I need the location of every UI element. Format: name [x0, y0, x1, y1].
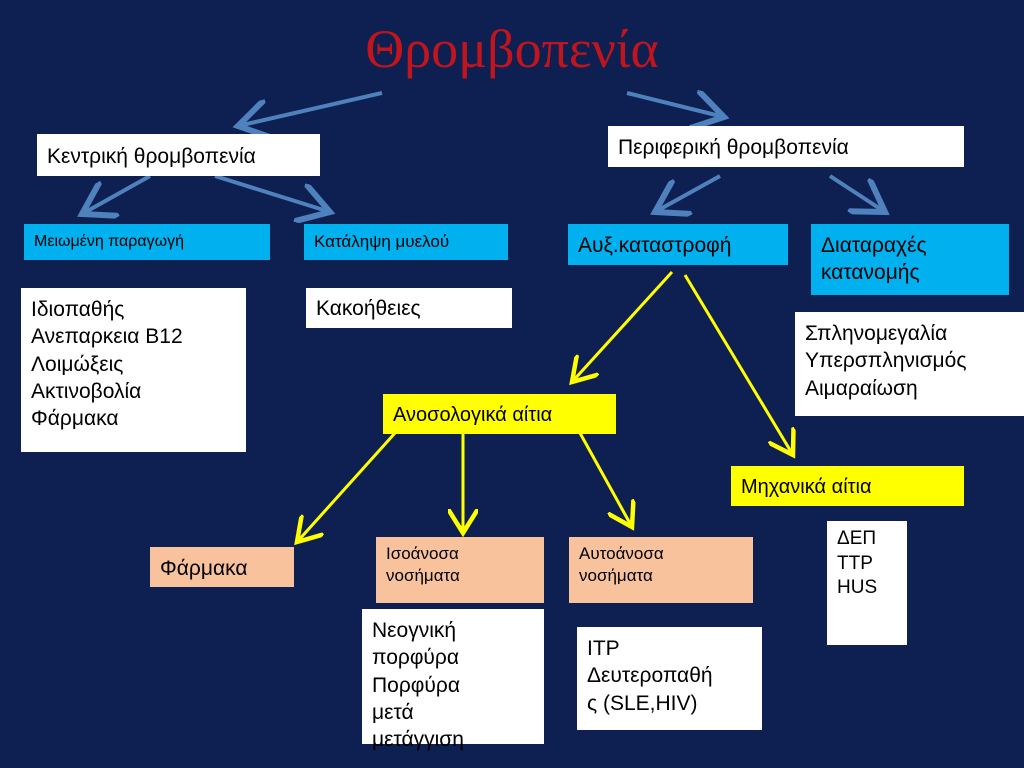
page-title: Θρομβοπενία — [365, 19, 659, 79]
malignancies-box: Κακοήθειες — [306, 288, 512, 328]
arrow-peripheral-to-distribution — [830, 176, 885, 212]
alloimmune-diseases-box: Ισοάνοσα νοσήματα — [376, 537, 544, 603]
central-thrombocytopenia-box: Κεντρική θρομβοπενία — [37, 134, 320, 176]
drugs-box: Φάρμακα — [150, 547, 294, 587]
reduced-production-box: Μειωμένη παραγωγή — [24, 224, 270, 260]
arrow-title-to-central — [238, 93, 382, 126]
marrow-infiltration-box: Κατάληψη μυελού — [304, 224, 508, 260]
arrow-central-to-reduced — [82, 176, 150, 214]
mechanical-causes-box: Μηχανικά αίτια — [731, 466, 964, 506]
arrow-peripheral-to-destruction — [655, 176, 720, 212]
reduced-production-causes-box: Ιδιοπαθής Ανεπαρκεια Β12 Λοιμώξεις Ακτινοβολία Φάρμακα — [21, 288, 246, 452]
peripheral-thrombocytopenia-box: Περιφερική θρομβοπενία — [608, 126, 964, 167]
distribution-causes-box: Σπληνομεγαλία Υπερσπληνισμός Αιμαραίωση — [795, 312, 1024, 416]
arrow-central-to-marrow — [215, 176, 330, 212]
arrow-destruction-to-immune — [572, 272, 672, 382]
arrow-destruction-to-mechanical — [685, 275, 793, 455]
arrow-title-to-peripheral — [627, 93, 724, 117]
arrow-immune-to-drugs — [297, 433, 395, 542]
autoimmune-diseases-box: Αυτοάνοσα νοσήματα — [569, 537, 753, 603]
arrow-immune-to-autoimmune — [580, 433, 632, 527]
increased-destruction-box: Αυξ.καταστροφή — [568, 224, 788, 265]
immune-causes-box: Ανοσολογικά αίτια — [383, 394, 616, 434]
autoimmune-diseases-list: ITP Δευτεροπαθή ς (SLE,HIV) — [577, 627, 762, 730]
mechanical-causes-list: ΔΕΠ TTP HUS — [827, 521, 907, 645]
alloimmune-diseases-list: Νεογνική πορφύρα Πορφύρα μετά μετάγγιση — [362, 609, 544, 744]
distribution-disorders-box: Διαταραχές κατανομής — [811, 224, 1009, 295]
